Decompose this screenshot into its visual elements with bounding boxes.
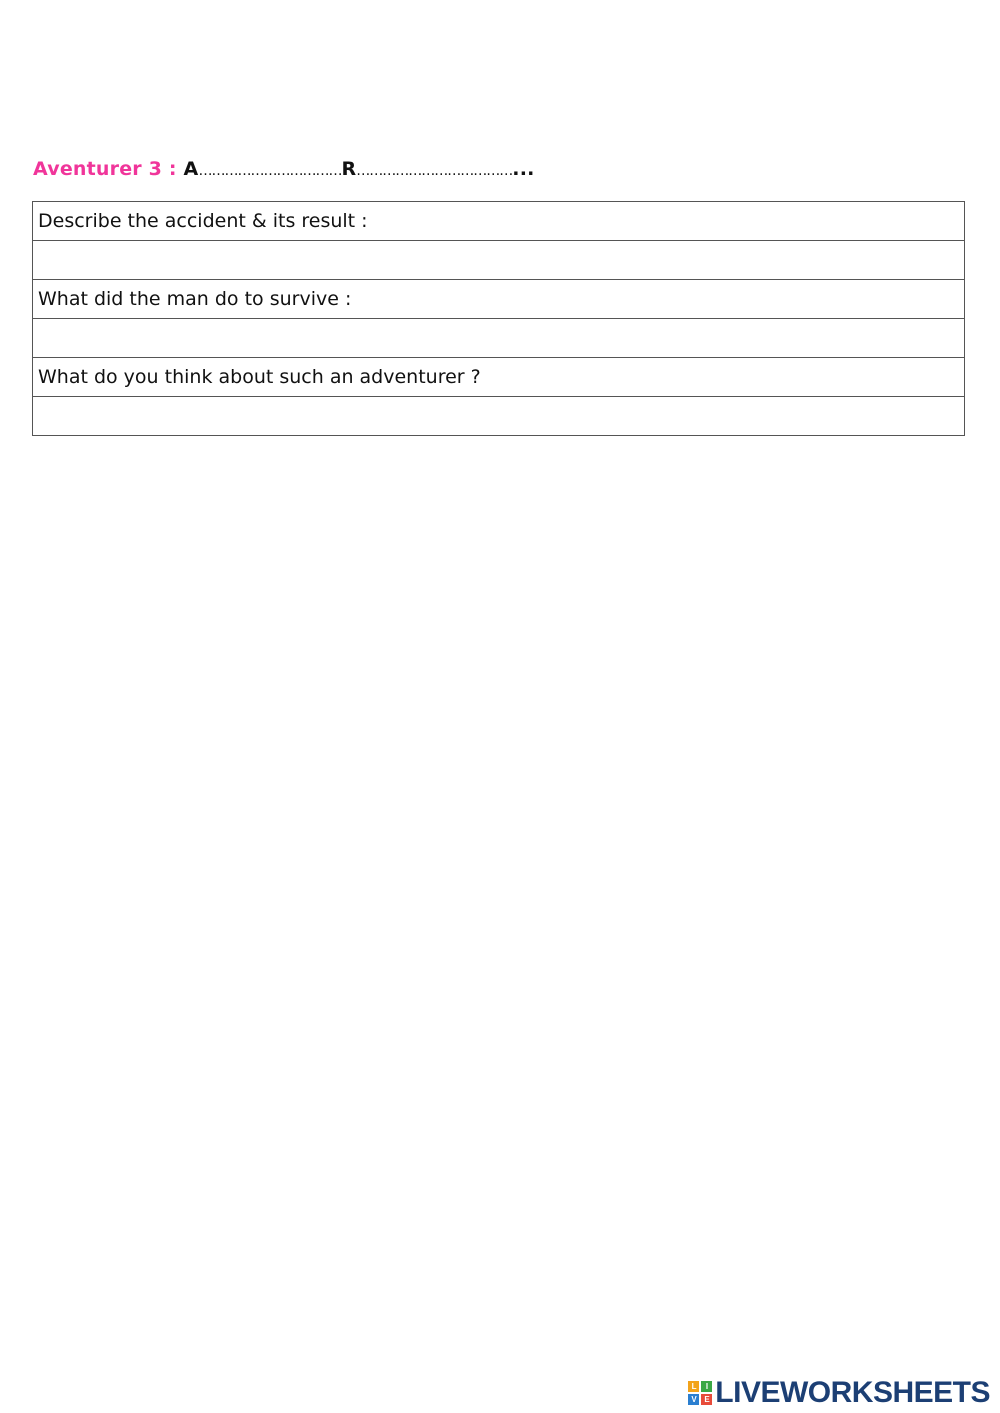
logo-text: LIVEWORKSHEETS [715,1376,990,1409]
question-2: What did the man do to survive : [33,280,965,319]
heading-ending: ... [512,158,535,180]
answer-3-input[interactable] [33,397,964,435]
logo-mark-i: I [701,1381,712,1392]
logo-mark-v: V [688,1394,699,1405]
heading-letter-r: R [341,158,357,180]
answer-row [33,397,965,436]
answer-row [33,319,965,358]
heading-dots-b: ……………………………… [356,163,513,179]
question-3: What do you think about such an adventurer ? [33,358,965,397]
answer-2-input[interactable] [33,319,964,357]
heading-dots-a: …………………………… [198,163,342,179]
answer-2-cell [33,319,965,358]
heading-letter-a: A [183,158,199,180]
question-1: Describe the accident & its result : [33,202,965,241]
question-row [33,202,965,241]
question-table [32,201,965,436]
question-row [33,358,965,397]
logo-mark-l: L [688,1381,699,1392]
answer-1-input[interactable] [33,241,964,279]
heading-label: Aventurer 3 : [33,158,184,180]
answer-3-cell [33,397,965,436]
answer-1-cell [33,241,965,280]
liveworksheets-logo [688,1376,990,1410]
liveworksheets-logo-icon [688,1381,712,1405]
logo-mark-e: E [701,1394,712,1405]
question-row [33,280,965,319]
answer-row [33,241,965,280]
worksheet-heading [33,158,535,180]
